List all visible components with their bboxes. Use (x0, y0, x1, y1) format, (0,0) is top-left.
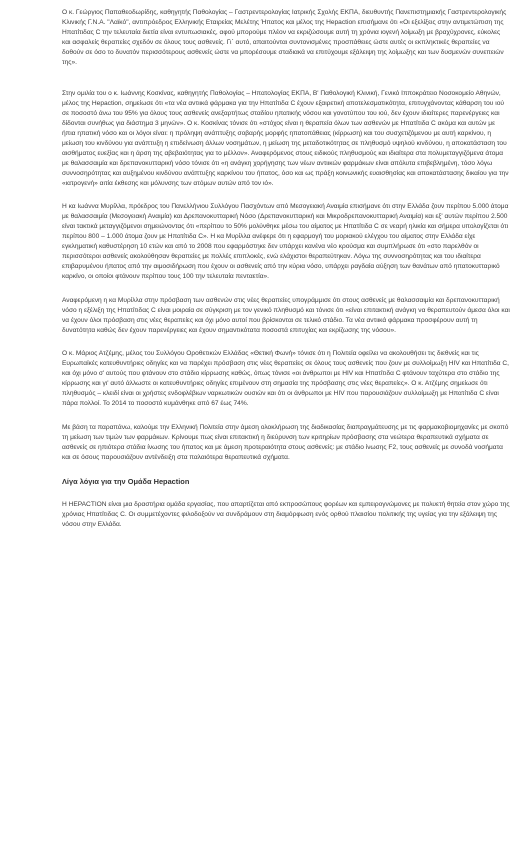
paragraph-myrilla-1: Η κα Ιωάννα Μυρίλλα, πρόεδρος του Πανελλήνιου Συλλόγου Πασχόντων από Μεσογειακή Αναιμία επισήμανε ότι στην Ελλάδα ζουν περίπου 5.000 άτομα με θαλασσαιμία (Μεσογειακή Αναιμία) και Δρεπανοκυτταρική Νόσο (Δρεπανοκυτταρική και Μικροδρεπανοκυτταρική Αναιμία) και εξ' αυτών περίπου 2.500 είναι τακτικά μεταγγιζόμενοι σημειώνοντας ότι «περίπου το 50% μολύνθηκε μέσω του αίματος με Ηπατίτιδα C σε νεαρή ηλικία και σήμερα υπολογίζεται ότι περίπου 800 – 1.000 άτομα ζουν με Ηπατίτιδα C». Η κα Μυρίλλα ανέφερε ότι η εφαρμογή του μοριακού ελέγχου του αίματος στην Ελλάδα είχε εγκληματική καθυστέρηση 10 ετών και από το 2008 που εφαρμόστηκε δεν υπάρχει κανένα νέο κρούσμα και συμπλήρωσε ότι «στο παρελθόν οι περισσότεροι ασθενείς ακολούθησαν θεραπείες με πολλές επιπλοκές, ενώ ελάχιστοι θεραπεύτηκαν. Λόγω της συννοσηρότητας και του ιδιαίτερα επιβαρυμένου ήπατος από την αιμοσιδήρωση που έχουν οι ασθενείς από την κύρια νόσο, υπάρχει ραγδαία αύξηση των θανάτων από ηπατοκυτταρικό καρκίνο, οι οποίοι φτάνουν περίπου τους 100 την τελευταία πενταετία». (62, 203, 509, 280)
paragraph-myrilla-2: Αναφερόμενη η κα Μυρίλλα στην πρόσβαση των ασθενών στις νέες θεραπείες υπογράμμισε ότι στους ασθενείς με θαλασσαιμία και δρεπανοκυτταρική νόσο η εξέλιξη της Ηπατίτιδας C είναι μοιραία σε σύγκριση με τον γενικό πληθυσμό και τόνισε ότι «είναι επιτακτική ανάγκη να θεραπευτούν άμεσα όλοι και να έχουν όλοι πρόσβαση στις νέες θεραπείες και όχι μόνο αυτοί που βρίσκονται σε τελικό στάδιο. Τα νέα αντιικά φάρμακα προσφέρουν αυτή τη δυνατότητα καθώς δεν έχουν παρενέργειες και έχουν σημαντικότατα ποσοστά επιτυχίας και εκρίζωσης της νόσου». (62, 297, 510, 334)
paragraph-papatheodoridis: Ο κ. Γεώργιος Παπαθεοδωρίδης, καθηγητής Παθολογίας – Γαστρεντερολογίας Ιατρικής Σχολής ΕΚΠΑ, διευθυντής Πανεπιστημιακής Γαστρεντερολογικής Κλινικής Γ.Ν.Α. "Λαϊκό", αντιπρόεδρος Ελληνικής Εταιρείας Μελέτης Ήπατος και μέλος της Hepaction επισήμανε ότι «Οι εξελίξεις στην αντιμετώπιση της Ηπατίτιδας C την τελευταία διετία είναι εντυπωσιακές, αφού μπορούμε πλέον να εκριζώσουμε αυτή τη χρόνια ιογενή λοίμωξη με βραχύχρονες, εύκολες και ασφαλείς θεραπείες σχεδόν σε όλους τους ασθενείς. Γι΄ αυτό, απαιτούνται συντονισμένες προσπάθειες ώστε αυτές οι εκπληκτικές θεραπείες να δοθούν σε όσο το δυνατόν περισσότερους ασθενείς ώστε να μπορέσουμε σταδιακά να επιτύχουμε εξάλειψη της λοίμωξης και των δυσμενών συνεπειών της». (62, 9, 507, 66)
paragraph-call-to-action: Με βάση τα παραπάνω, καλούμε την Ελληνική Πολιτεία στην άμεση ολοκλήρωση της διαδικασίας διαπραγμάτευσης με τις φαρμακοβιομηχανίες με σκοπό τη μείωση των τιμών των φαρμάκων. Κρίνουμε πως είναι επιτακτική η διεύρυνση των κριτηρίων πρόσβασης στα νεώτερα θεραπευτικά σχήματα σε ασθενείς σε ηπιότερα στάδια ίνωσης του ήπατος και με άμεση προτεραιότητα στους ασθενείς: με στάδιο ίνωσης F2, τους ασθενείς με συνοδά νοσήματα και σε όσους παρουσιάζουν αντένδειξη στα παλαιότερα θεραπευτικά σχήματα. (62, 424, 509, 461)
section-heading: Λίγα λόγια για την Ομάδα Hepaction (62, 477, 190, 486)
paragraph-koskinas: Στην ομιλία του ο κ. Ιωάννης Κοσκίνας, καθηγητής Παθολογίας – Ηπατολογίας ΕΚΠΑ, Β' Παθολογική Κλινική, Γενικό Ιπποκράτειο Νοσοκομείο Αθηνών, μέλος της Hepaction, σημείωσε ότι «τα νέα αντιικά φάρμακα για την Ηπατίτιδα C έχουν εξαιρετική αποτελεσματικότητα, επιτυγχάνοντας κάθαρση του ιού σε ποσοστό άνω του 95% για όλους τους ασθενείς ανεξαρτήτως σταδίου ηπατικής νόσου και γονοτύπου του ιού, δεν έχουν ιδιαίτερες παρενέργειες και δίδονται συνήθως για διάστημα 3 μηνών». Ο κ. Κοσκίνας τόνισε ότι «στόχος είναι η θεραπεία όλων των ασθενών με Ηπατίτιδα C ακόμα και αυτών με ήπια ηπατική νόσο και οι λόγοι είναι: η πρόληψη ανάπτυξης σοβαρής μορφής ηπατοπάθειας (κίρρωση) και του συσχετιζόμενου με αυτή καρκίνου, η μείωση του κινδύνου για ανάπτυξη η επιδείνωση άλλων νοσημάτων, η μείωση της μεταδοτικότητας σε πληθυσμό υψηλού κινδύνου, η αποκατάσταση του αισθήματος ευεξίας και η άρση της αβεβαιότητας για το μέλλον». Αναφερόμενος στους ειδικούς πληθυσμούς και ιδιαίτερα στα πολυμεταγγιζόμενα άτομα με θαλασσαιμία και δρεπανοκυτταρική νόσο τόνισε ότι «η ανάγκη χορήγησης των νέων αντιικών φαρμάκων είναι απόλυτα επιβεβλημένη, τόσο λόγω συννοσηρότητας και αυξημένου κινδύνου ανάπτυξης καρκίνου του ήπατος, όσο και ως πράξη κοινωνικής ευαισθησίας και αποκατάστασης δικαίου για την «ιατρογενή» αιτία έκθεσης και μόλυνσης των ατόμων αυτών από τον ιό». (62, 90, 509, 187)
paragraph-atzemis: Ο κ. Μάριος Ατζέμης, μέλος του Συλλόγου Οροθετικών Ελλάδας «Θετική Φωνή» τόνισε ότι η Πολιτεία οφείλει να ακολουθήσει τις διεθνείς και τις Ευρωπαϊκές κατευθυντήριες οδηγίες και να παρέχει πρόσβαση στις νέες θεραπείες σε όλους τους ασθενείς που ζουν με συλλοίμωξη HIV και Ηπατίτιδα C, και όχι μόνο σ' αυτούς που φτάνουν στο στάδιο κίρρωσης καθώς, όπως τόνισε «οι άνθρωποι με HIV και Ηπατίτιδα C φτάνουν ταχύτερα στο στάδιο της κίρρωσης και γι' αυτό άλλωστε οι κατευθυντήριες οδηγίες επιμένουν στη σημασία της πρόσβασης στις νέες θεραπείες». Ο κ. Ατζέμης σημείωσε ότι πληθυσμός – κλειδί είναι οι χρήστες ενδοφλέβιων ναρκωτικών ουσιών και ότι οι άνθρωποι με HIV που παρουσιάζουν συλλοίμωξη με Ηπατίτιδα C είναι πάρα πολλοί. Το 2014 το ποσοστό κυμάνθηκε από 67 έως 74%. (62, 350, 510, 407)
paragraph-about-hepaction: Η HEPACTION είναι μια δραστήρια ομάδα εργασίας, που απαρτίζεται από εκπροσώπους φορέων και εμπειρογνώμονες με πολυετή θητεία στον χώρο της χρόνιας Ηπατίτιδας C. Οι συμμετέχοντες φιλοδοξούν να συνδράμουν στη διαμόρφωση ενός ορθού πλαισίου πολιτικής της υγείας για την εξάλειψη της νόσου στην Ελλάδα. (62, 501, 510, 528)
